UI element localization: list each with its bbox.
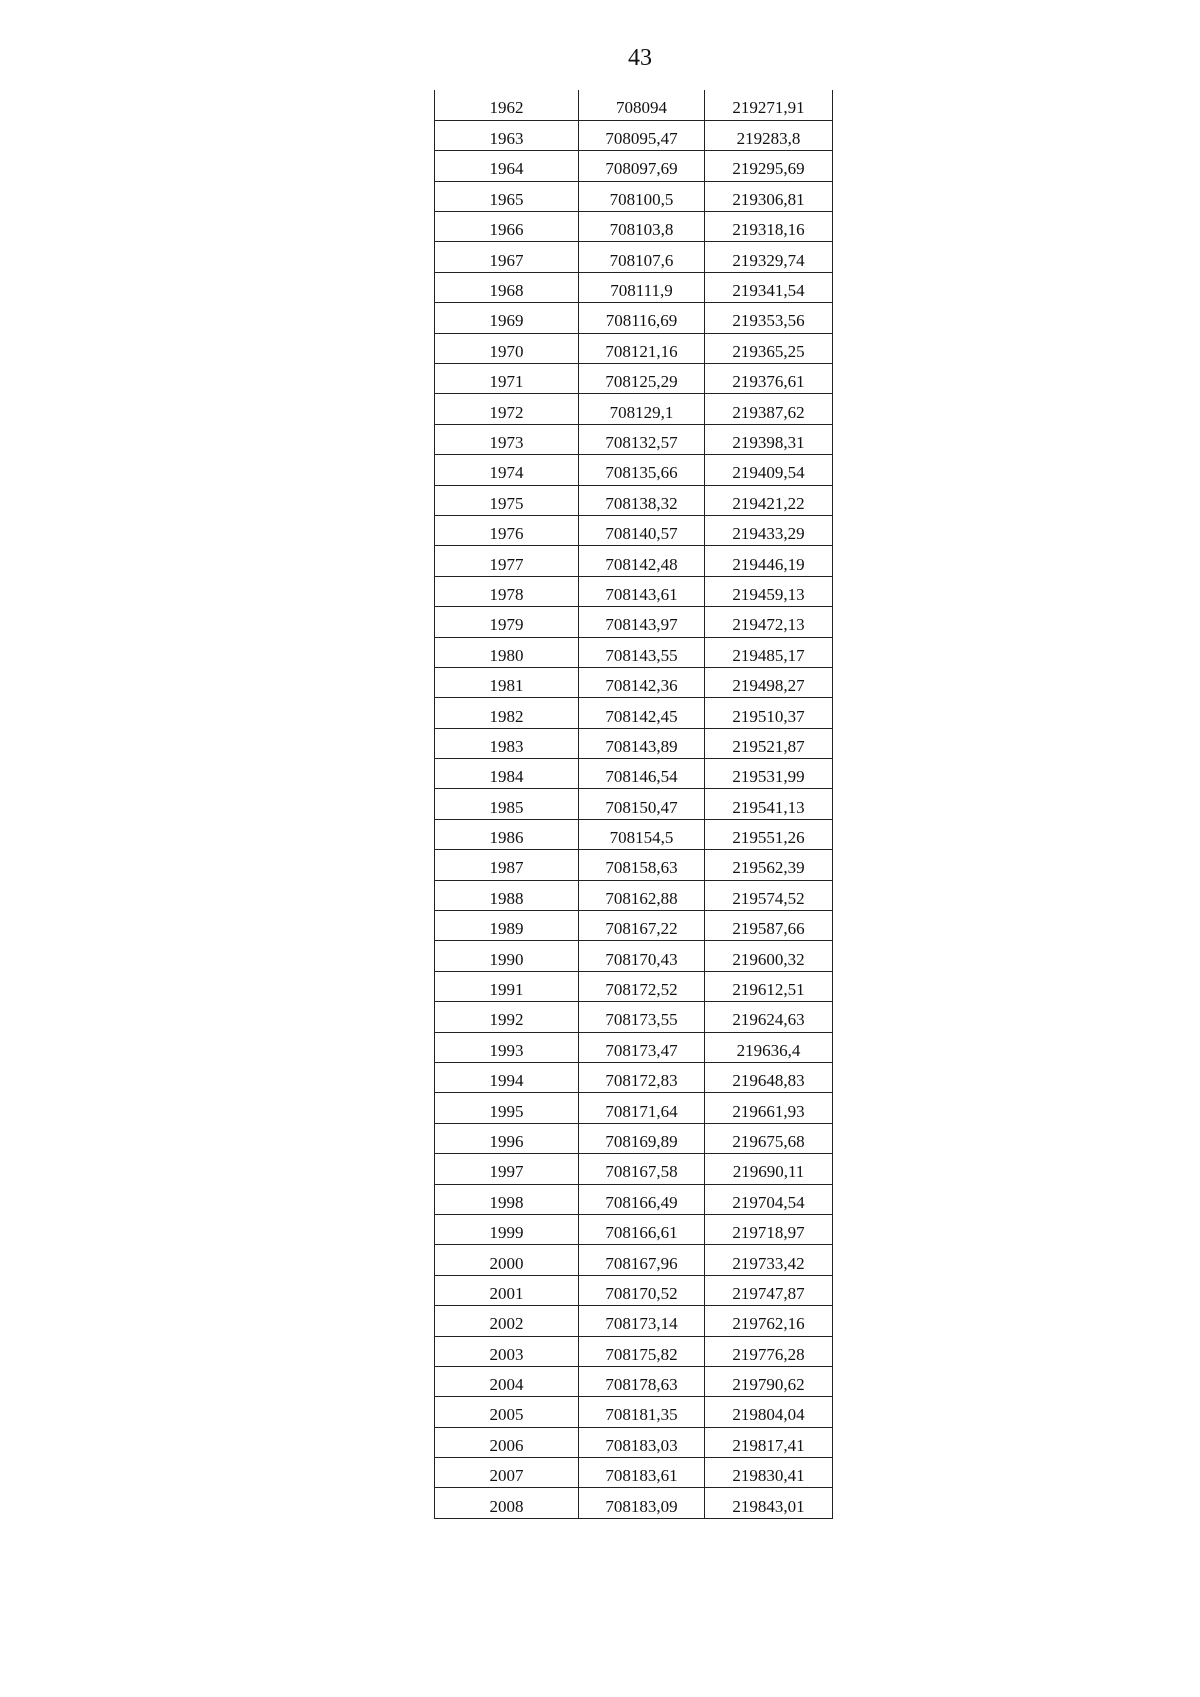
y-value-cell: 219459,13 [705,576,833,606]
year-cell: 1964 [435,151,579,181]
y-value-cell: 219733,42 [705,1245,833,1275]
year-cell: 1973 [435,424,579,454]
x-value-cell: 708166,49 [579,1184,705,1214]
table-row [435,1458,833,1488]
y-value-cell: 219790,62 [705,1366,833,1396]
y-value-cell: 219283,8 [705,120,833,150]
y-value-cell: 219636,4 [705,1032,833,1062]
table-row [435,1427,833,1457]
y-value-cell: 219498,27 [705,667,833,697]
year-cell: 1996 [435,1123,579,1153]
y-value-cell: 219510,37 [705,698,833,728]
y-value-cell: 219398,31 [705,424,833,454]
table-row [435,515,833,545]
year-cell: 1965 [435,181,579,211]
x-value-cell: 708170,52 [579,1275,705,1305]
x-value-cell: 708142,45 [579,698,705,728]
year-cell: 1987 [435,850,579,880]
y-value-cell: 219830,41 [705,1458,833,1488]
x-value-cell: 708094 [579,90,705,120]
y-value-cell: 219587,66 [705,911,833,941]
year-cell: 1983 [435,728,579,758]
year-cell: 1962 [435,90,579,120]
y-value-cell: 219376,61 [705,364,833,394]
y-value-cell: 219329,74 [705,242,833,272]
y-value-cell: 219804,04 [705,1397,833,1427]
x-value-cell: 708158,63 [579,850,705,880]
x-value-cell: 708166,61 [579,1214,705,1244]
table-row [435,911,833,941]
table-row [435,1214,833,1244]
y-value-cell: 219648,83 [705,1063,833,1093]
y-value-cell: 219612,51 [705,971,833,1001]
x-value-cell: 708154,5 [579,819,705,849]
y-value-cell: 219485,17 [705,637,833,667]
table-row [435,1336,833,1366]
table-row [435,1275,833,1305]
x-value-cell: 708132,57 [579,424,705,454]
data-table [434,90,833,1519]
year-cell: 1984 [435,759,579,789]
x-value-cell: 708162,88 [579,880,705,910]
year-cell: 1963 [435,120,579,150]
table-row [435,1397,833,1427]
x-value-cell: 708140,57 [579,515,705,545]
table-row [435,242,833,272]
y-value-cell: 219817,41 [705,1427,833,1457]
year-cell: 1989 [435,911,579,941]
table-row [435,850,833,880]
y-value-cell: 219843,01 [705,1488,833,1518]
year-cell: 1988 [435,880,579,910]
year-cell: 1979 [435,607,579,637]
x-value-cell: 708173,55 [579,1002,705,1032]
x-value-cell: 708103,8 [579,212,705,242]
y-value-cell: 219295,69 [705,151,833,181]
x-value-cell: 708143,61 [579,576,705,606]
x-value-cell: 708172,83 [579,1063,705,1093]
x-value-cell: 708169,89 [579,1123,705,1153]
x-value-cell: 708172,52 [579,971,705,1001]
y-value-cell: 219675,68 [705,1123,833,1153]
y-value-cell: 219661,93 [705,1093,833,1123]
x-value-cell: 708173,47 [579,1032,705,1062]
x-value-cell: 708142,36 [579,667,705,697]
table-row [435,1245,833,1275]
y-value-cell: 219365,25 [705,333,833,363]
year-cell: 1967 [435,242,579,272]
y-value-cell: 219690,11 [705,1154,833,1184]
y-value-cell: 219718,97 [705,1214,833,1244]
year-cell: 1998 [435,1184,579,1214]
page-number: 43 [628,45,652,71]
year-cell: 1991 [435,971,579,1001]
y-value-cell: 219409,54 [705,455,833,485]
year-cell: 1974 [435,455,579,485]
table-row [435,272,833,302]
table-row [435,120,833,150]
y-value-cell: 219776,28 [705,1336,833,1366]
table-row [435,90,833,120]
year-cell: 1972 [435,394,579,424]
y-value-cell: 219446,19 [705,546,833,576]
y-value-cell: 219574,52 [705,880,833,910]
y-value-cell: 219562,39 [705,850,833,880]
x-value-cell: 708170,43 [579,941,705,971]
y-value-cell: 219541,13 [705,789,833,819]
y-value-cell: 219600,32 [705,941,833,971]
table-row [435,1002,833,1032]
table-row [435,759,833,789]
year-cell: 1995 [435,1093,579,1123]
table-row [435,303,833,333]
table-row [435,667,833,697]
x-value-cell: 708167,96 [579,1245,705,1275]
year-cell: 1970 [435,333,579,363]
x-value-cell: 708143,89 [579,728,705,758]
table-row [435,1093,833,1123]
year-cell: 1980 [435,637,579,667]
x-value-cell: 708171,64 [579,1093,705,1123]
table-row [435,364,833,394]
table-row [435,728,833,758]
y-value-cell: 219521,87 [705,728,833,758]
y-value-cell: 219704,54 [705,1184,833,1214]
table-row [435,1488,833,1518]
year-cell: 1992 [435,1002,579,1032]
y-value-cell: 219341,54 [705,272,833,302]
y-value-cell: 219472,13 [705,607,833,637]
year-cell: 1966 [435,212,579,242]
table-row [435,971,833,1001]
table-row [435,485,833,515]
table-row [435,941,833,971]
year-cell: 1997 [435,1154,579,1184]
table-row [435,1154,833,1184]
x-value-cell: 708146,54 [579,759,705,789]
x-value-cell: 708167,22 [579,911,705,941]
table-row [435,789,833,819]
table-row [435,637,833,667]
x-value-cell: 708150,47 [579,789,705,819]
x-value-cell: 708111,9 [579,272,705,302]
year-cell: 1975 [435,485,579,515]
table-row [435,576,833,606]
year-cell: 2006 [435,1427,579,1457]
y-value-cell: 219271,91 [705,90,833,120]
year-cell: 1968 [435,272,579,302]
year-cell: 2008 [435,1488,579,1518]
table-row [435,1184,833,1214]
x-value-cell: 708183,61 [579,1458,705,1488]
year-cell: 2000 [435,1245,579,1275]
x-value-cell: 708173,14 [579,1306,705,1336]
x-value-cell: 708143,97 [579,607,705,637]
x-value-cell: 708100,5 [579,181,705,211]
y-value-cell: 219421,22 [705,485,833,515]
year-cell: 1982 [435,698,579,728]
x-value-cell: 708175,82 [579,1336,705,1366]
table-body [435,90,833,1518]
year-cell: 1971 [435,364,579,394]
table-row [435,424,833,454]
table-row [435,607,833,637]
y-value-cell: 219433,29 [705,515,833,545]
y-value-cell: 219624,63 [705,1002,833,1032]
table-row [435,455,833,485]
table-row [435,546,833,576]
y-value-cell: 219762,16 [705,1306,833,1336]
x-value-cell: 708116,69 [579,303,705,333]
x-value-cell: 708181,35 [579,1397,705,1427]
y-value-cell: 219353,56 [705,303,833,333]
year-cell: 1976 [435,515,579,545]
x-value-cell: 708178,63 [579,1366,705,1396]
year-cell: 1993 [435,1032,579,1062]
table-row [435,1032,833,1062]
table-row [435,880,833,910]
year-cell: 1978 [435,576,579,606]
x-value-cell: 708129,1 [579,394,705,424]
year-cell: 2007 [435,1458,579,1488]
x-value-cell: 708135,66 [579,455,705,485]
table-row [435,212,833,242]
year-cell: 1990 [435,941,579,971]
table-row [435,819,833,849]
x-value-cell: 708143,55 [579,637,705,667]
table-row [435,1306,833,1336]
x-value-cell: 708142,48 [579,546,705,576]
table-row [435,1123,833,1153]
table-row [435,333,833,363]
year-cell: 2004 [435,1366,579,1396]
table-row [435,1063,833,1093]
y-value-cell: 219531,99 [705,759,833,789]
year-cell: 1977 [435,546,579,576]
year-cell: 2002 [435,1306,579,1336]
year-cell: 1981 [435,667,579,697]
year-cell: 2003 [435,1336,579,1366]
table-row [435,394,833,424]
y-value-cell: 219306,81 [705,181,833,211]
year-cell: 1994 [435,1063,579,1093]
table-row [435,151,833,181]
y-value-cell: 219551,26 [705,819,833,849]
year-cell: 1986 [435,819,579,849]
x-value-cell: 708095,47 [579,120,705,150]
x-value-cell: 708125,29 [579,364,705,394]
year-cell: 2005 [435,1397,579,1427]
x-value-cell: 708107,6 [579,242,705,272]
x-value-cell: 708138,32 [579,485,705,515]
table-row [435,698,833,728]
y-value-cell: 219387,62 [705,394,833,424]
year-cell: 1985 [435,789,579,819]
x-value-cell: 708183,09 [579,1488,705,1518]
x-value-cell: 708183,03 [579,1427,705,1457]
y-value-cell: 219318,16 [705,212,833,242]
x-value-cell: 708121,16 [579,333,705,363]
table-row [435,181,833,211]
x-value-cell: 708167,58 [579,1154,705,1184]
y-value-cell: 219747,87 [705,1275,833,1305]
table-row [435,1366,833,1396]
year-cell: 1969 [435,303,579,333]
year-cell: 1999 [435,1214,579,1244]
x-value-cell: 708097,69 [579,151,705,181]
year-cell: 2001 [435,1275,579,1305]
